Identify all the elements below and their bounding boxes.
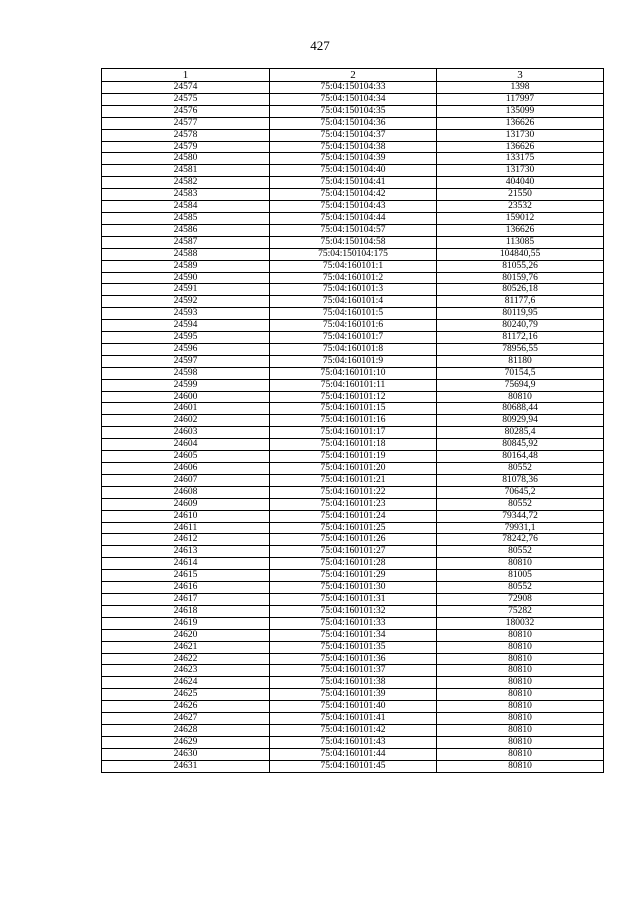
cell-value: 81177,6 — [437, 296, 604, 308]
cell-cadastral-id: 75:04:160101:15 — [270, 403, 437, 415]
table-row — [102, 153, 604, 165]
table-body — [102, 82, 604, 773]
cell-value: 135099 — [437, 105, 604, 117]
cell-cadastral-id: 75:04:160101:33 — [270, 617, 437, 629]
cell-cadastral-id: 75:04:160101:37 — [270, 665, 437, 677]
table-row — [102, 177, 604, 189]
cell-value: 80810 — [437, 748, 604, 760]
cell-cadastral-id: 75:04:160101:10 — [270, 367, 437, 379]
cell-cadastral-id: 75:04:160101:2 — [270, 272, 437, 284]
cell-cadastral-id: 75:04:160101:31 — [270, 593, 437, 605]
cell-cadastral-id: 75:04:160101:1 — [270, 260, 437, 272]
cell-value: 80810 — [437, 736, 604, 748]
cell-number: 24627 — [102, 713, 270, 725]
table-row — [102, 201, 604, 213]
cell-value: 80810 — [437, 713, 604, 725]
cell-cadastral-id: 75:04:150104:175 — [270, 248, 437, 260]
cell-cadastral-id: 75:04:160101:42 — [270, 724, 437, 736]
cell-value: 404040 — [437, 177, 604, 189]
cell-value: 80285,4 — [437, 427, 604, 439]
table-row — [102, 379, 604, 391]
table-row — [102, 522, 604, 534]
table-row — [102, 320, 604, 332]
cell-number: 24582 — [102, 177, 270, 189]
cell-number: 24630 — [102, 748, 270, 760]
cell-value: 80810 — [437, 558, 604, 570]
cell-cadastral-id: 75:04:150104:57 — [270, 224, 437, 236]
table-row — [102, 486, 604, 498]
cell-value: 104840,55 — [437, 248, 604, 260]
cell-cadastral-id: 75:04:160101:18 — [270, 439, 437, 451]
cell-number: 24598 — [102, 367, 270, 379]
cell-number: 24603 — [102, 427, 270, 439]
table-row — [102, 105, 604, 117]
cell-number: 24585 — [102, 212, 270, 224]
table-row — [102, 367, 604, 379]
cell-cadastral-id: 75:04:160101:41 — [270, 713, 437, 725]
table-row — [102, 653, 604, 665]
table-row — [102, 403, 604, 415]
cell-value: 81005 — [437, 570, 604, 582]
cell-number: 24623 — [102, 665, 270, 677]
cell-cadastral-id: 75:04:160101:12 — [270, 391, 437, 403]
cell-value: 80810 — [437, 760, 604, 772]
cell-value: 80552 — [437, 463, 604, 475]
cell-value: 21550 — [437, 189, 604, 201]
table-row — [102, 93, 604, 105]
cell-value: 180032 — [437, 617, 604, 629]
cell-value: 75282 — [437, 605, 604, 617]
cell-cadastral-id: 75:04:150104:42 — [270, 189, 437, 201]
cell-cadastral-id: 75:04:160101:8 — [270, 343, 437, 355]
cell-value: 80810 — [437, 665, 604, 677]
cell-cadastral-id: 75:04:160101:6 — [270, 320, 437, 332]
cell-number: 24607 — [102, 474, 270, 486]
data-table — [101, 68, 604, 773]
cell-number: 24600 — [102, 391, 270, 403]
cell-number: 24579 — [102, 141, 270, 153]
cell-cadastral-id: 75:04:160101:27 — [270, 546, 437, 558]
cell-number: 24586 — [102, 224, 270, 236]
table-row — [102, 689, 604, 701]
table-row — [102, 296, 604, 308]
cell-cadastral-id: 75:04:160101:22 — [270, 486, 437, 498]
table-row — [102, 736, 604, 748]
cell-value: 80845,92 — [437, 439, 604, 451]
table-row — [102, 724, 604, 736]
cell-number: 24629 — [102, 736, 270, 748]
cell-number: 24617 — [102, 593, 270, 605]
cell-cadastral-id: 75:04:160101:17 — [270, 427, 437, 439]
cell-number: 24612 — [102, 534, 270, 546]
table-row — [102, 129, 604, 141]
cell-value: 78242,76 — [437, 534, 604, 546]
cell-value: 133175 — [437, 153, 604, 165]
cell-value: 131730 — [437, 165, 604, 177]
table-row — [102, 272, 604, 284]
cell-cadastral-id: 75:04:160101:16 — [270, 415, 437, 427]
cell-value: 80526,18 — [437, 284, 604, 296]
cell-cadastral-id: 75:04:150104:43 — [270, 201, 437, 213]
cell-value: 159012 — [437, 212, 604, 224]
table-row — [102, 677, 604, 689]
cell-value: 80810 — [437, 641, 604, 653]
cell-value: 80810 — [437, 689, 604, 701]
table-row — [102, 593, 604, 605]
cell-number: 24620 — [102, 629, 270, 641]
table-row — [102, 82, 604, 94]
cell-cadastral-id: 75:04:150104:37 — [270, 129, 437, 141]
cell-number: 24631 — [102, 760, 270, 772]
table-row — [102, 427, 604, 439]
cell-cadastral-id: 75:04:160101:32 — [270, 605, 437, 617]
cell-cadastral-id: 75:04:160101:40 — [270, 701, 437, 713]
cell-cadastral-id: 75:04:150104:35 — [270, 105, 437, 117]
table-row — [102, 546, 604, 558]
cell-value: 80810 — [437, 629, 604, 641]
cell-cadastral-id: 75:04:160101:39 — [270, 689, 437, 701]
cell-number: 24616 — [102, 582, 270, 594]
cell-value: 80810 — [437, 653, 604, 665]
table-row — [102, 451, 604, 463]
cell-cadastral-id: 75:04:150104:41 — [270, 177, 437, 189]
cell-value: 80810 — [437, 391, 604, 403]
cell-number: 24609 — [102, 498, 270, 510]
cell-number: 24618 — [102, 605, 270, 617]
cell-number: 24599 — [102, 379, 270, 391]
table-row — [102, 415, 604, 427]
table-row — [102, 212, 604, 224]
cell-number: 24592 — [102, 296, 270, 308]
table-row — [102, 510, 604, 522]
table-row — [102, 629, 604, 641]
cell-number: 24594 — [102, 320, 270, 332]
cell-value: 80688,44 — [437, 403, 604, 415]
cell-cadastral-id: 75:04:160101:20 — [270, 463, 437, 475]
table-row — [102, 701, 604, 713]
cell-cadastral-id: 75:04:160101:45 — [270, 760, 437, 772]
cell-number: 24608 — [102, 486, 270, 498]
column-header-1: 1 — [102, 69, 270, 82]
cell-number: 24597 — [102, 355, 270, 367]
cell-cadastral-id: 75:04:160101:30 — [270, 582, 437, 594]
cell-value: 80929,94 — [437, 415, 604, 427]
cell-value: 80240,79 — [437, 320, 604, 332]
cell-cadastral-id: 75:04:160101:23 — [270, 498, 437, 510]
cell-number: 24613 — [102, 546, 270, 558]
table-header-row — [102, 69, 604, 82]
table-row — [102, 498, 604, 510]
cell-number: 24615 — [102, 570, 270, 582]
table-row — [102, 570, 604, 582]
cell-number: 24628 — [102, 724, 270, 736]
cell-cadastral-id: 75:04:160101:5 — [270, 308, 437, 320]
cell-number: 24596 — [102, 343, 270, 355]
cell-cadastral-id: 75:04:160101:19 — [270, 451, 437, 463]
column-header-2: 2 — [270, 69, 437, 82]
cell-cadastral-id: 75:04:160101:24 — [270, 510, 437, 522]
cell-cadastral-id: 75:04:160101:35 — [270, 641, 437, 653]
cell-value: 1398 — [437, 82, 604, 94]
cell-value: 136626 — [437, 117, 604, 129]
cell-number: 24593 — [102, 308, 270, 320]
table-row — [102, 236, 604, 248]
cell-number: 24581 — [102, 165, 270, 177]
cell-number: 24619 — [102, 617, 270, 629]
table-row — [102, 165, 604, 177]
cell-number: 24580 — [102, 153, 270, 165]
table-row — [102, 332, 604, 344]
table-row — [102, 284, 604, 296]
cell-cadastral-id: 75:04:160101:4 — [270, 296, 437, 308]
cell-value: 80552 — [437, 498, 604, 510]
cell-cadastral-id: 75:04:150104:38 — [270, 141, 437, 153]
cell-value: 80810 — [437, 724, 604, 736]
table-row — [102, 665, 604, 677]
cell-number: 24584 — [102, 201, 270, 213]
cell-value: 81180 — [437, 355, 604, 367]
cell-value: 80810 — [437, 677, 604, 689]
table-row — [102, 713, 604, 725]
cell-cadastral-id: 75:04:150104:39 — [270, 153, 437, 165]
cell-number: 24611 — [102, 522, 270, 534]
table-row — [102, 141, 604, 153]
cell-value: 136626 — [437, 224, 604, 236]
cell-value: 80164,48 — [437, 451, 604, 463]
cell-cadastral-id: 75:04:150104:34 — [270, 93, 437, 105]
table-row — [102, 224, 604, 236]
cell-value: 81172,16 — [437, 332, 604, 344]
cell-number: 24610 — [102, 510, 270, 522]
table-row — [102, 474, 604, 486]
cell-number: 24577 — [102, 117, 270, 129]
cell-value: 79344,72 — [437, 510, 604, 522]
cell-value: 80552 — [437, 582, 604, 594]
table-row — [102, 189, 604, 201]
cell-number: 24602 — [102, 415, 270, 427]
cell-cadastral-id: 75:04:160101:3 — [270, 284, 437, 296]
table-row — [102, 463, 604, 475]
cell-cadastral-id: 75:04:160101:38 — [270, 677, 437, 689]
cell-cadastral-id: 75:04:150104:44 — [270, 212, 437, 224]
cell-cadastral-id: 75:04:160101:26 — [270, 534, 437, 546]
column-header-3: 3 — [437, 69, 604, 82]
cell-value: 23532 — [437, 201, 604, 213]
cell-number: 24604 — [102, 439, 270, 451]
cell-cadastral-id: 75:04:160101:9 — [270, 355, 437, 367]
cell-cadastral-id: 75:04:160101:28 — [270, 558, 437, 570]
cell-number: 24578 — [102, 129, 270, 141]
table-row — [102, 617, 604, 629]
cell-cadastral-id: 75:04:160101:7 — [270, 332, 437, 344]
table-row — [102, 558, 604, 570]
table-row — [102, 641, 604, 653]
table-row — [102, 391, 604, 403]
cell-value: 80119,95 — [437, 308, 604, 320]
cell-value: 75694,9 — [437, 379, 604, 391]
cell-number: 24588 — [102, 248, 270, 260]
cell-value: 70154,5 — [437, 367, 604, 379]
cell-cadastral-id: 75:04:160101:34 — [270, 629, 437, 641]
cell-cadastral-id: 75:04:160101:11 — [270, 379, 437, 391]
table-row — [102, 605, 604, 617]
table-row — [102, 248, 604, 260]
cell-number: 24576 — [102, 105, 270, 117]
table-row — [102, 260, 604, 272]
table-row — [102, 760, 604, 772]
cell-cadastral-id: 75:04:160101:44 — [270, 748, 437, 760]
cell-number: 24622 — [102, 653, 270, 665]
cell-cadastral-id: 75:04:150104:36 — [270, 117, 437, 129]
table-row — [102, 582, 604, 594]
cell-number: 24575 — [102, 93, 270, 105]
cell-number: 24587 — [102, 236, 270, 248]
cell-value: 81055,26 — [437, 260, 604, 272]
table-row — [102, 534, 604, 546]
cell-value: 117997 — [437, 93, 604, 105]
cell-cadastral-id: 75:04:160101:25 — [270, 522, 437, 534]
cell-number: 24621 — [102, 641, 270, 653]
cell-value: 80810 — [437, 701, 604, 713]
cell-value: 81078,36 — [437, 474, 604, 486]
cell-value: 136626 — [437, 141, 604, 153]
cell-number: 24624 — [102, 677, 270, 689]
cell-number: 24589 — [102, 260, 270, 272]
cell-cadastral-id: 75:04:160101:43 — [270, 736, 437, 748]
cell-number: 24625 — [102, 689, 270, 701]
cell-cadastral-id: 75:04:150104:33 — [270, 82, 437, 94]
table-row — [102, 308, 604, 320]
cell-value: 79931,1 — [437, 522, 604, 534]
cell-value: 80159,76 — [437, 272, 604, 284]
cell-cadastral-id: 75:04:150104:40 — [270, 165, 437, 177]
cell-cadastral-id: 75:04:150104:58 — [270, 236, 437, 248]
cell-cadastral-id: 75:04:160101:36 — [270, 653, 437, 665]
cell-number: 24601 — [102, 403, 270, 415]
cell-number: 24626 — [102, 701, 270, 713]
cell-value: 78956,55 — [437, 343, 604, 355]
table-row — [102, 439, 604, 451]
cell-cadastral-id: 75:04:160101:21 — [270, 474, 437, 486]
cell-value: 70645,2 — [437, 486, 604, 498]
page-number: 427 — [310, 38, 330, 53]
cell-number: 24574 — [102, 82, 270, 94]
cell-value: 113085 — [437, 236, 604, 248]
cell-number: 24583 — [102, 189, 270, 201]
cell-number: 24614 — [102, 558, 270, 570]
table-row — [102, 748, 604, 760]
cell-value: 80552 — [437, 546, 604, 558]
cell-number: 24606 — [102, 463, 270, 475]
table-row — [102, 343, 604, 355]
cell-value: 72908 — [437, 593, 604, 605]
cell-number: 24591 — [102, 284, 270, 296]
cell-number: 24595 — [102, 332, 270, 344]
cell-cadastral-id: 75:04:160101:29 — [270, 570, 437, 582]
cell-value: 131730 — [437, 129, 604, 141]
cell-number: 24590 — [102, 272, 270, 284]
table-row — [102, 355, 604, 367]
table-row — [102, 117, 604, 129]
cell-number: 24605 — [102, 451, 270, 463]
